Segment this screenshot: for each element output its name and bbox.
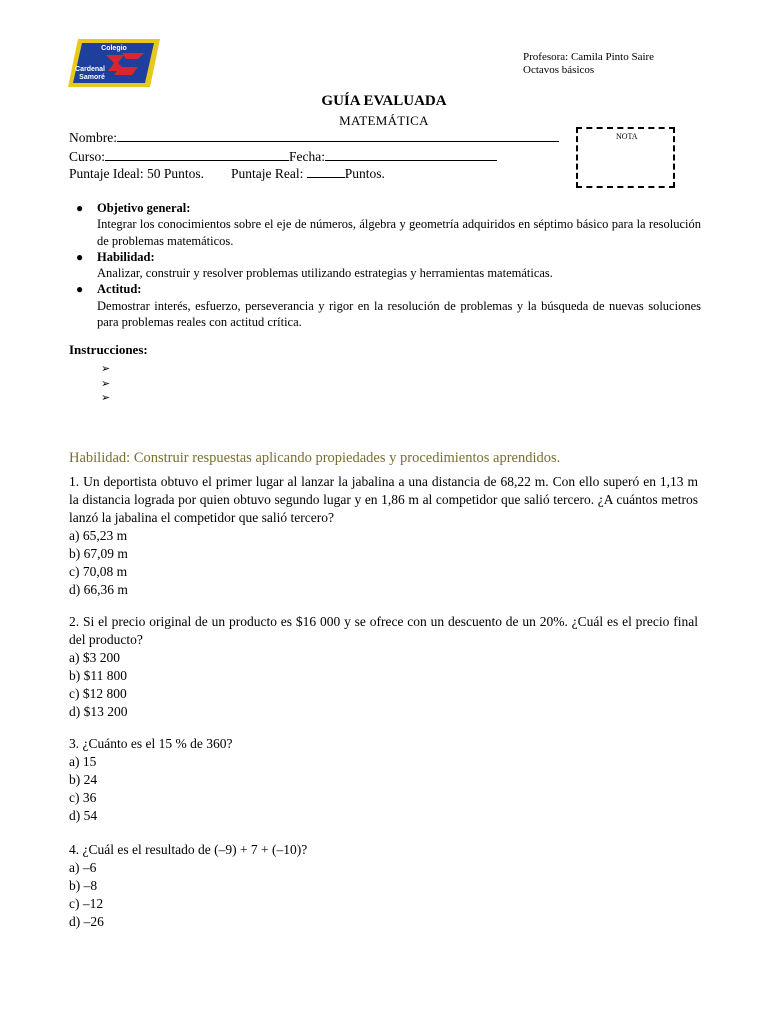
option[interactable]: d) –26 xyxy=(69,914,104,929)
course-label: Curso: xyxy=(69,149,106,164)
objective-text: Analizar, construir y resolver problemas utilizando estrategias y herramientas matemáticas. xyxy=(97,266,553,281)
objective-item-attitude xyxy=(69,281,701,330)
score-row xyxy=(69,165,385,182)
option[interactable]: a) –6 xyxy=(69,860,97,875)
school-logo-graphic xyxy=(68,39,160,87)
real-score-suffix: Puntos. xyxy=(344,166,385,181)
question-text: 4. ¿Cuál es el resultado de (–9) + 7 + (–10)? xyxy=(69,842,308,857)
objective-title: Habilidad: xyxy=(97,249,155,264)
name-blank[interactable] xyxy=(117,129,559,142)
course-date-row xyxy=(69,148,497,165)
logo-text-line1: Colegio xyxy=(101,45,127,52)
question-1 xyxy=(69,473,698,599)
bullet-icon: ● xyxy=(76,282,84,297)
school-logo xyxy=(68,39,160,87)
ideal-score: Puntaje Ideal: 50 Puntos. xyxy=(69,166,204,181)
header-info xyxy=(523,51,654,77)
option[interactable]: a) $3 200 xyxy=(69,650,120,665)
course-blank[interactable] xyxy=(105,148,289,161)
logo-text-line2: Cardenal xyxy=(75,66,105,73)
objective-title: Objetivo general: xyxy=(97,201,191,215)
arrow-bullet-icon: ➢ xyxy=(101,392,111,404)
question-text: 2. Si el precio original de un producto es $16 000 y se ofrece con un descuento de un 20%. ¿Cuál es el precio final del producto? xyxy=(69,614,698,647)
bullet-icon: ● xyxy=(76,249,84,264)
question-text: 3. ¿Cuánto es el 15 % de 360? xyxy=(69,736,233,751)
objective-item-skill xyxy=(69,249,701,282)
teacher-name: Profesora: Camila Pinto Saire xyxy=(523,51,655,63)
page-subtitle: MATEMÁTICA xyxy=(339,113,429,128)
option[interactable]: c) –12 xyxy=(69,896,104,911)
grade-label: NOTA xyxy=(616,132,638,141)
grade-box[interactable] xyxy=(576,127,675,188)
logo-text-line3: Samoré xyxy=(79,74,105,81)
option[interactable]: a) 65,23 m xyxy=(69,528,128,543)
objective-item-general xyxy=(69,200,701,249)
option[interactable]: d) 54 xyxy=(69,808,98,823)
arrow-bullet-icon: ➢ xyxy=(101,377,111,390)
name-field-row xyxy=(69,129,559,146)
objective-title: Actitud: xyxy=(97,282,142,297)
option[interactable]: c) 36 xyxy=(69,790,97,805)
option[interactable]: a) 15 xyxy=(69,754,97,769)
option[interactable]: d) 66,36 m xyxy=(69,582,128,597)
real-score-label: Puntaje Real: xyxy=(231,166,304,181)
option[interactable]: b) 24 xyxy=(69,772,98,787)
course-level: Octavos básicos xyxy=(523,64,595,76)
page-title: GUÍA EVALUADA xyxy=(321,93,447,109)
option[interactable]: d) $13 200 xyxy=(69,704,128,719)
question-4 xyxy=(69,841,698,931)
option[interactable]: b) 67,09 m xyxy=(69,546,128,561)
option[interactable]: b) –8 xyxy=(69,878,98,893)
section-heading: Habilidad: Construir respuestas aplicando propiedades y procedimientos aprendidos. xyxy=(69,450,561,466)
objective-text: Demostrar interés, esfuerzo, perseverancia y rigor en la resolución de problemas y la búsqueda de nuevas soluciones para problemas reales con actitud crítica. xyxy=(97,298,701,330)
instructions-list xyxy=(101,362,110,406)
arrow-bullet-icon: ➢ xyxy=(101,363,111,375)
option[interactable]: b) $11 800 xyxy=(69,668,127,683)
question-3 xyxy=(69,735,698,825)
bullet-icon: ● xyxy=(76,201,84,215)
date-label: Fecha: xyxy=(289,149,326,164)
question-2 xyxy=(69,613,698,721)
option[interactable]: c) $12 800 xyxy=(69,686,127,701)
real-score-blank[interactable] xyxy=(307,165,345,178)
option[interactable]: c) 70,08 m xyxy=(69,564,128,579)
name-label: Nombre: xyxy=(69,130,117,145)
date-blank[interactable] xyxy=(325,148,497,161)
instructions-title: Instrucciones: xyxy=(69,342,148,357)
objectives-list xyxy=(69,200,701,330)
question-text: 1. Un deportista obtuvo el primer lugar al lanzar la jabalina a una distancia de 68,22 m. Con ello superó en 1,13 m la distancia lograda por quien obtuvo segundo lugar y en 1,86 m al competidor que salió tercero. ¿A cuántos metros lanzó la jabalina el competidor que salió tercero? xyxy=(69,474,698,525)
objective-text: Integrar los conocimientos sobre el eje de números, álgebra y geometría adquiridos en séptimo básico para la resolución de problemas matemáticos. xyxy=(97,217,701,248)
